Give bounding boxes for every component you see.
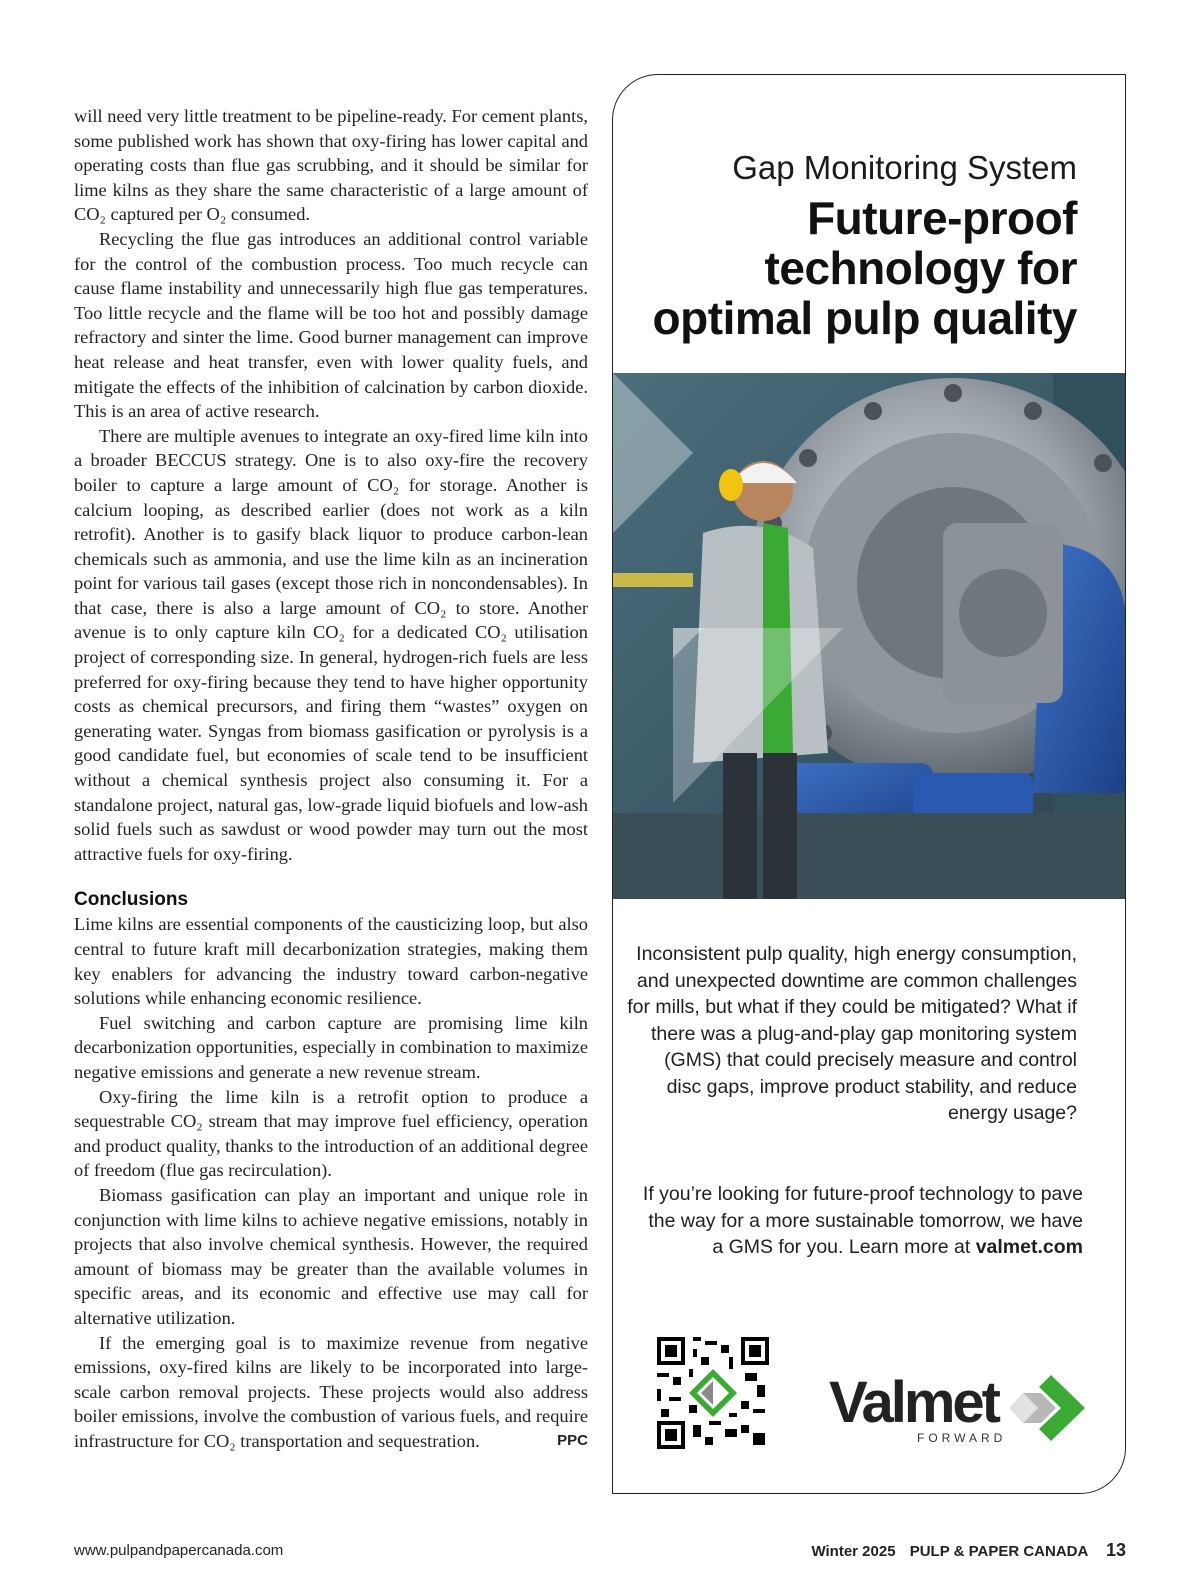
logo-tagline: FORWARD <box>917 1431 1007 1445</box>
article-paragraph-text: If the emerging goal is to maximize revenue from negative emissions, oxy-fired kilns are likely to be incorporated into large-scale carbon removal projects. These projects would also address boiler emissions, involve the combustion of various fuels, and require infrastructure for CO₂ transportation and sequestration. <box>74 1332 588 1451</box>
article-signoff: PPC <box>557 1431 588 1449</box>
ad-cta-text: If you’re looking for future-proof technology to pave the way for a more sustainable tomorrow, we have a GMS for you. Learn more at <box>642 1183 1083 1258</box>
article-paragraph: Biomass gasification can play an important and unique role in conjunction with lime kilns to achieve negative emissions, notably in projects that also involve chemical synthesis. However, the required amount of biomass may be greater than the available volumes in specific areas, and its economic and effective use may call for alternative utilization. <box>74 1184 588 1328</box>
article-column <box>74 104 588 1453</box>
qr-code-icon[interactable] <box>657 1337 769 1449</box>
footer-website[interactable]: www.pulpandpapercanada.com <box>74 1542 284 1559</box>
valmet-logo[interactable] <box>829 1371 1085 1451</box>
ad-photo <box>613 373 1126 899</box>
ad-headline: Future-proof technology for optimal pulp quality <box>652 192 1077 344</box>
ad-website-link[interactable]: valmet.com <box>975 1236 1083 1258</box>
section-heading: Conclusions <box>74 889 189 911</box>
footer-issue: Winter 2025 <box>811 1543 896 1560</box>
footer-magazine-name: PULP & PAPER CANADA <box>909 1543 1088 1560</box>
ad-call-to-action <box>633 1181 1083 1261</box>
advertisement[interactable] <box>612 74 1126 1494</box>
article-paragraph: Lime kilns are essential components of the causticizing loop, but also central to future kraft mill decarbonization strategies, making them key enablers for advancing the industry toward carbon-negative solutions while enhancing economic resilience. <box>74 914 588 1009</box>
page-number: 13 <box>1105 1540 1126 1560</box>
article-paragraph: There are multiple avenues to integrate an oxy-fired lime kiln into a broader BECCUS strategy. One is to also oxy-fire the recovery boiler to capture a large amount of CO₂ for storage. Another is calcium looping, as described earlier (does not work as a kiln retrofit). Another is to gasify black liquor to produce carbon-lean chemicals such as ammonia, and use the lime kiln as an incineration point for various tail gases (except those rich in noncondensables). In that case, there is also a large amount of CO₂ to store. Another avenue is to only capture kiln CO₂ for a dedicated CO₂ utilisation project of corresponding size. In general, hydrogen-rich fuels are less preferred for oxy-firing because they tend to have higher opportunity costs as chemical precursors, and firing them “wastes” oxygen on generating water. Syngas from biomass gasification or pyrolysis is a good candidate fuel, but economies of scale tend to be insufficient without a chemical synthesis project also consuming it. For a standalone project, natural gas, low-grade liquid biofuels and low-ash solid fuels such as sawdust or wood powder may turn out the most attractive fuels for oxy-firing. <box>74 425 588 864</box>
article-paragraph: Fuel switching and carbon capture are promising lime kiln decarbonization opportunities, especially in combination to maximize negative emissions and generate a new revenue stream. <box>74 1012 588 1082</box>
logo-wordmark: Valmet <box>829 1370 998 1435</box>
article-paragraph-last <box>74 1331 588 1454</box>
article-paragraph: will need very little treatment to be pipeline-ready. For cement plants, some published work has shown that oxy-firing has lower capital and operating costs than flue gas scrubbing, and it should be similar for lime kilns as they share the same characteristic of a large amount of CO₂ captured per O₂ consumed. <box>74 106 588 225</box>
ad-body-text: Inconsistent pulp quality, high energy consumption, and unexpected downtime are common challenges for mills, but what if they could be mitigated? What if there was a plug-and-play gap monitoring system (GMS) that could precisely measure and control disc gaps, improve product stability, and reduce energy usage? <box>627 943 1077 1124</box>
valmet-arrow-icon <box>1009 1375 1085 1441</box>
footer-issue-info <box>811 1540 1126 1561</box>
article-paragraph: Recycling the flue gas introduces an additional control variable for the control of the combustion process. Too much recycle can cause flame instability and unnecessarily high flue gas temperatures. Too little recycle and the flame will be too hot and possibly damage refractory and sinter the lime. Good burner management can improve heat release and heat transfer, even with lower quality fuels, and mitigate the effects of the inhibition of calcination by carbon dioxide. This is an area of active research. <box>74 228 588 422</box>
article-paragraph: Oxy-firing the lime kiln is a retrofit option to produce a sequestrable CO₂ stream that may improve fuel efficiency, operation and product quality, thanks to the introduction of an additional degree of freedom (flue gas recirculation). <box>74 1086 588 1181</box>
ad-subtitle: Gap Monitoring System <box>732 149 1077 186</box>
